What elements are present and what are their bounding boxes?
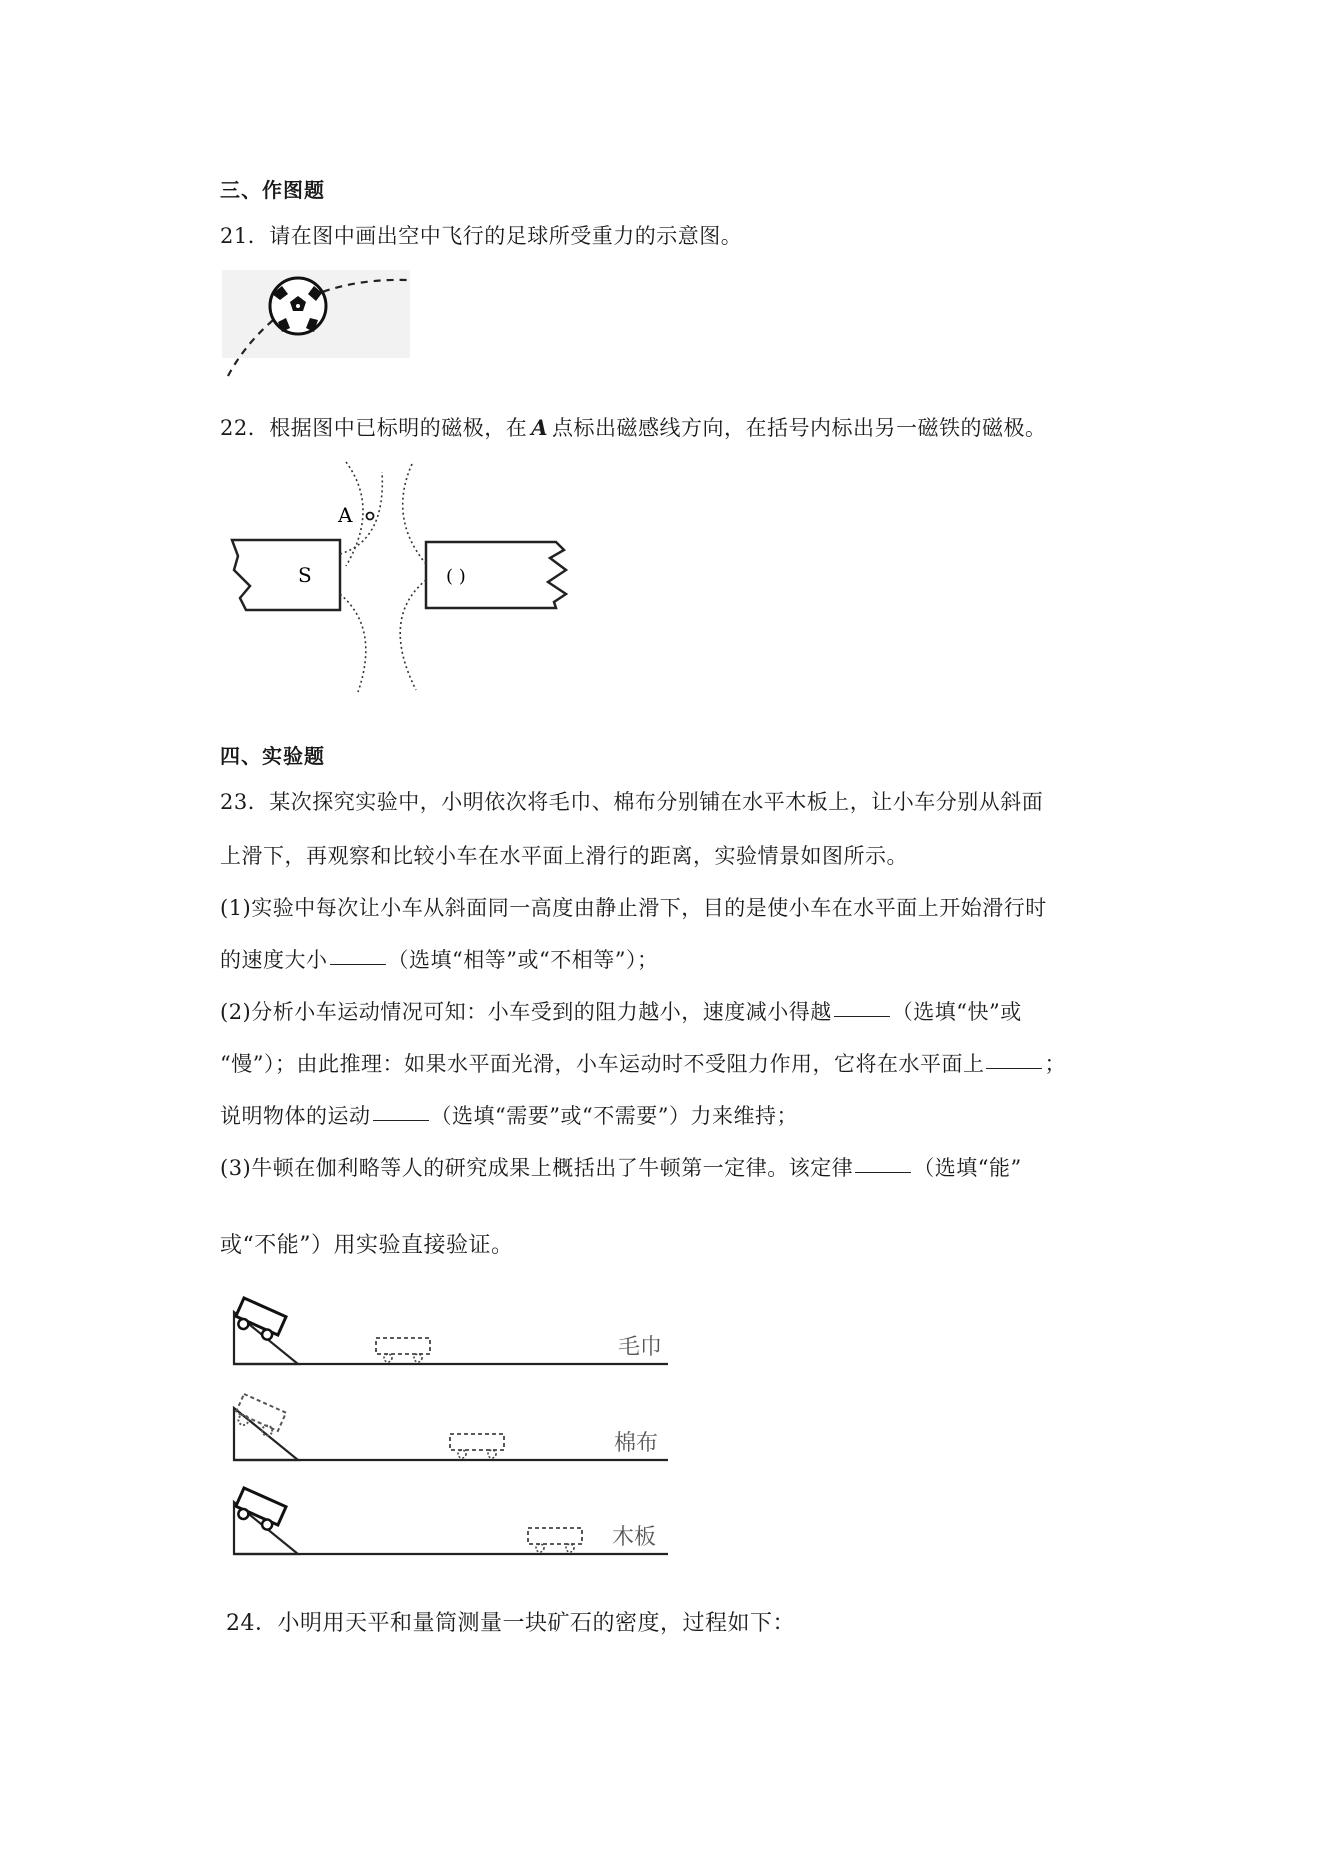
question-23-part-2-line-1: (2)分析小车运动情况可知：小车受到的阻力越小，速度减小得越 （选填“快”或 bbox=[220, 1000, 1022, 1024]
soccer-ball-icon bbox=[270, 278, 326, 334]
point-a-label: A bbox=[338, 503, 353, 527]
answer-blank-3 bbox=[986, 1067, 1042, 1069]
magnet-figure bbox=[220, 458, 580, 700]
left-magnet-pole: S bbox=[298, 563, 312, 587]
surface-label-wood: 木板 bbox=[612, 1525, 657, 1550]
right-magnet-pole-placeholder: ( ) bbox=[446, 566, 466, 587]
section-heading-experiment: 四、实验题 bbox=[220, 744, 325, 768]
surface-label-cotton: 棉布 bbox=[614, 1431, 659, 1456]
incline-row-wood bbox=[232, 1488, 668, 1554]
incline-row-cotton bbox=[232, 1394, 668, 1460]
soccer-ball-figure bbox=[218, 268, 418, 392]
question-21-text: 21．请在图中画出空中飞行的足球所受重力的示意图。 bbox=[220, 224, 743, 248]
question-23-part-3-line-2: 或“不能”）用实验直接验证。 bbox=[220, 1233, 514, 1258]
question-24-text: 24．小明用天平和量筒测量一块矿石的密度，过程如下： bbox=[226, 1611, 795, 1636]
answer-blank-1 bbox=[330, 963, 386, 965]
answer-blank-5 bbox=[855, 1171, 911, 1173]
section-heading-drawing: 三、作图题 bbox=[220, 178, 325, 202]
answer-blank-4 bbox=[373, 1119, 429, 1121]
question-23-intro-line-1: 23．某次探究实验中，小明依次将毛巾、棉布分别铺在水平木板上，让小车分别从斜面 bbox=[220, 790, 1044, 814]
question-23-intro-line-2: 上滑下，再观察和比较小车在水平面上滑行的距离，实验情景如图所示。 bbox=[220, 844, 908, 868]
question-23-part-2-line-2: “慢”）；由此推理：如果水平面光滑，小车运动时不受阻力作用，它将在水平面上 ； bbox=[220, 1052, 1066, 1076]
answer-blank-2 bbox=[834, 1015, 890, 1017]
question-23-part-1-line-1: (1)实验中每次让小车从斜面同一高度由静止滑下，目的是使小车在水平面上开始滑行时 bbox=[220, 896, 1047, 920]
incline-experiment-figure bbox=[228, 1284, 678, 1568]
question-23-part-2-line-3: 说明物体的运动 （选填“需要”或“不需要”）力来维持； bbox=[220, 1104, 798, 1128]
surface-label-towel: 毛巾 bbox=[618, 1335, 663, 1360]
question-22-text: 22．根据图中已标明的磁极，在 A 点标出磁感线方向，在括号内标出另一磁铁的磁极。 bbox=[220, 415, 1047, 440]
question-23-part-3-line-1: (3)牛顿在伽利略等人的研究成果上概括出了牛顿第一定律。该定律 （选填“能” bbox=[220, 1156, 1022, 1180]
question-23-part-1-line-2: 的速度大小 （选填“相等”或“不相等”）； bbox=[220, 948, 659, 972]
incline-row-towel bbox=[232, 1298, 668, 1364]
